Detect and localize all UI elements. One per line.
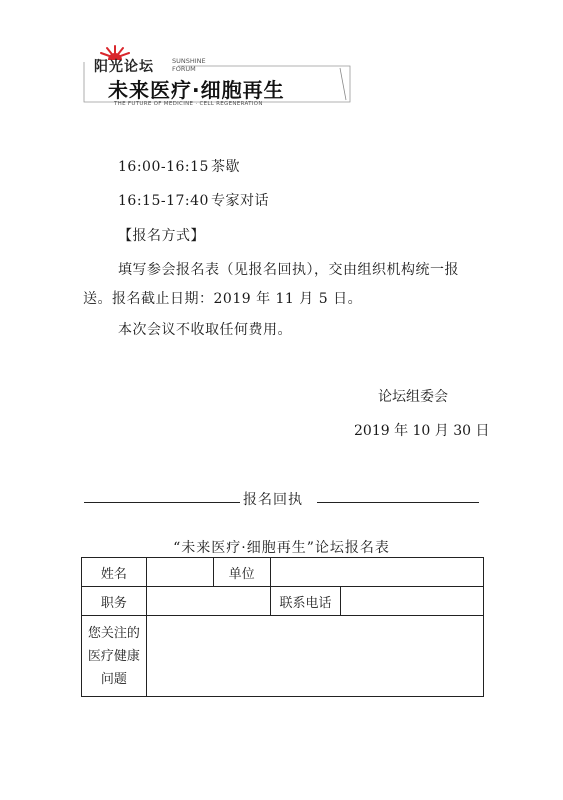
table-row [82,558,484,587]
health-concern-label-line: 医疗健康 [87,648,140,664]
schedule-item [118,190,269,210]
table-row [82,587,484,616]
schedule-activity: 茶歇 [211,159,240,175]
slip-rule-left [84,502,240,503]
health-concern-field[interactable] [146,616,483,697]
name-field[interactable] [146,558,213,587]
unit-label: 单位 [213,558,270,587]
slip-rule-right [317,502,479,503]
form-title: “未来医疗·细胞再生”论坛报名表 [173,540,390,556]
reply-slip-title: 报名回执 [243,492,303,508]
unit-field[interactable] [270,558,483,587]
registration-heading: 【报名方式】 [118,228,205,244]
signoff-date: 2019 年 10 月 30 日 [354,423,490,439]
forum-logo [78,44,358,112]
registration-form-table [81,557,484,697]
schedule-item [118,156,240,176]
phone-label: 联系电话 [270,587,341,616]
schedule-time: 16:15-17:40 [118,193,209,209]
name-label: 姓名 [82,558,147,587]
schedule-time: 16:00-16:15 [118,159,209,175]
health-concern-label-line: 问题 [100,671,127,687]
position-field[interactable] [146,587,270,616]
health-concern-label [82,616,147,697]
position-label: 职务 [82,587,147,616]
logo-name-cn: 阳光论坛 [94,59,154,75]
organizer-signature: 论坛组委会 [378,389,448,405]
schedule-activity: 专家对话 [211,193,269,209]
logo-slogan-cn: 未来医疗·细胞再生 [108,78,285,102]
logo-slogan-en: THE FUTURE OF MEDICINE · CELL REGENERATION [114,101,263,107]
registration-paragraph-line: 填写参会报名表（见报名回执），交由组织机构统一报 [118,262,459,278]
phone-field[interactable] [341,587,484,616]
table-row [82,616,484,697]
logo-name-en: SUNSHINE FORUM [172,57,206,73]
health-concern-label-line: 您关注的 [87,625,140,641]
registration-paragraph-line: 送。报名截止日期：2019 年 11 月 5 日。 [83,291,363,307]
fee-notice: 本次会议不收取任何费用。 [118,322,292,338]
